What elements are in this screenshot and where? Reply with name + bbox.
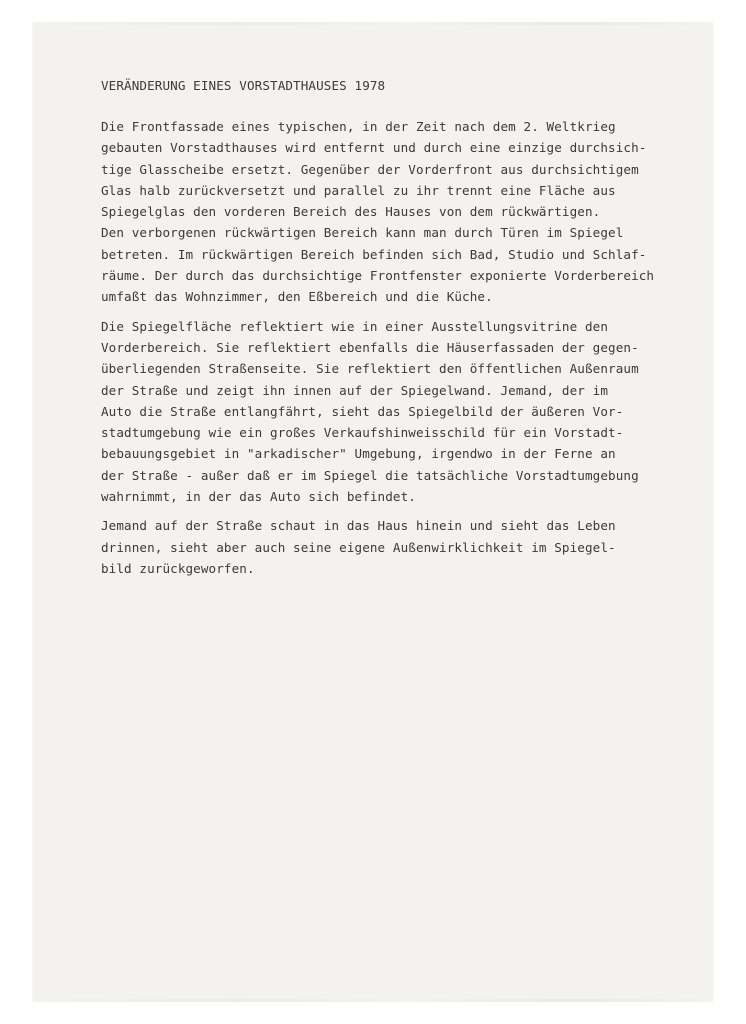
- text-line: Spiegelglas den vorderen Bereich des Hauses von dem rückwärtigen.: [101, 204, 601, 220]
- text-line: überliegenden Straßenseite. Sie reflektiert den öffentlichen Außenraum: [101, 361, 639, 377]
- document-title: VERÄNDERUNG EINES VORSTADTHAUSES 1978: [101, 78, 386, 93]
- paragraph-2: [101, 316, 701, 508]
- text-line: Vorderbereich. Sie reflektiert ebenfalls die Häuserfassaden der gegen-: [101, 339, 639, 355]
- text-line: bebauungsgebiet in "arkadischer" Umgebung, irgendwo in der Ferne an: [101, 446, 616, 462]
- text-line: stadtumgebung wie ein großes Verkaufshinweisschild für ein Vorstadt-: [101, 425, 624, 441]
- text-line: Jemand auf der Straße schaut in das Haus hinein und sieht das Leben: [101, 518, 616, 534]
- paragraph-3: [101, 515, 701, 579]
- text-line: gebauten Vorstadthauses wird entfernt und durch eine einzige durchsich-: [101, 140, 647, 156]
- text-line: drinnen, sieht aber auch seine eigene Außenwirklichkeit im Spiegel-: [101, 539, 616, 555]
- text-line: wahrnimmt, in der das Auto sich befindet.: [101, 489, 416, 505]
- text-line: Die Frontfassade eines typischen, in der Zeit nach dem 2. Weltkrieg: [101, 119, 616, 134]
- paragraph-1: [101, 116, 701, 308]
- text-line: betreten. Im rückwärtigen Bereich befinden sich Bad, Studio und Schlaf-: [101, 246, 647, 262]
- text-line: der Straße - außer daß er im Spiegel die tatsächliche Vorstadtumgebung: [101, 467, 639, 483]
- text-line: Auto die Straße entlangfährt, sieht das Spiegelbild der äußeren Vor-: [101, 403, 624, 419]
- text-line: tige Glasscheibe ersetzt. Gegenüber der Vorderfront aus durchsichtigem: [101, 161, 639, 177]
- text-line: räume. Der durch das durchsichtige Frontfenster exponierte Vorderbereich: [101, 268, 655, 284]
- text-line: Glas halb zurückversetzt und parallel zu ihr trennt eine Fläche aus: [101, 182, 616, 198]
- paper-sheet: [33, 24, 713, 1000]
- document-body: [101, 75, 701, 587]
- text-line: umfaßt das Wohnzimmer, den Eßbereich und die Küche.: [101, 289, 493, 305]
- text-line: bild zurückgeworfen.: [101, 560, 255, 576]
- text-line: der Straße und zeigt ihn innen auf der Spiegelwand. Jemand, der im: [101, 382, 609, 398]
- text-line: Den verborgenen rückwärtigen Bereich kann man durch Türen im Spiegel: [101, 225, 624, 241]
- text-line: Die Spiegelfläche reflektiert wie in einer Ausstellungsvitrine den: [101, 318, 609, 334]
